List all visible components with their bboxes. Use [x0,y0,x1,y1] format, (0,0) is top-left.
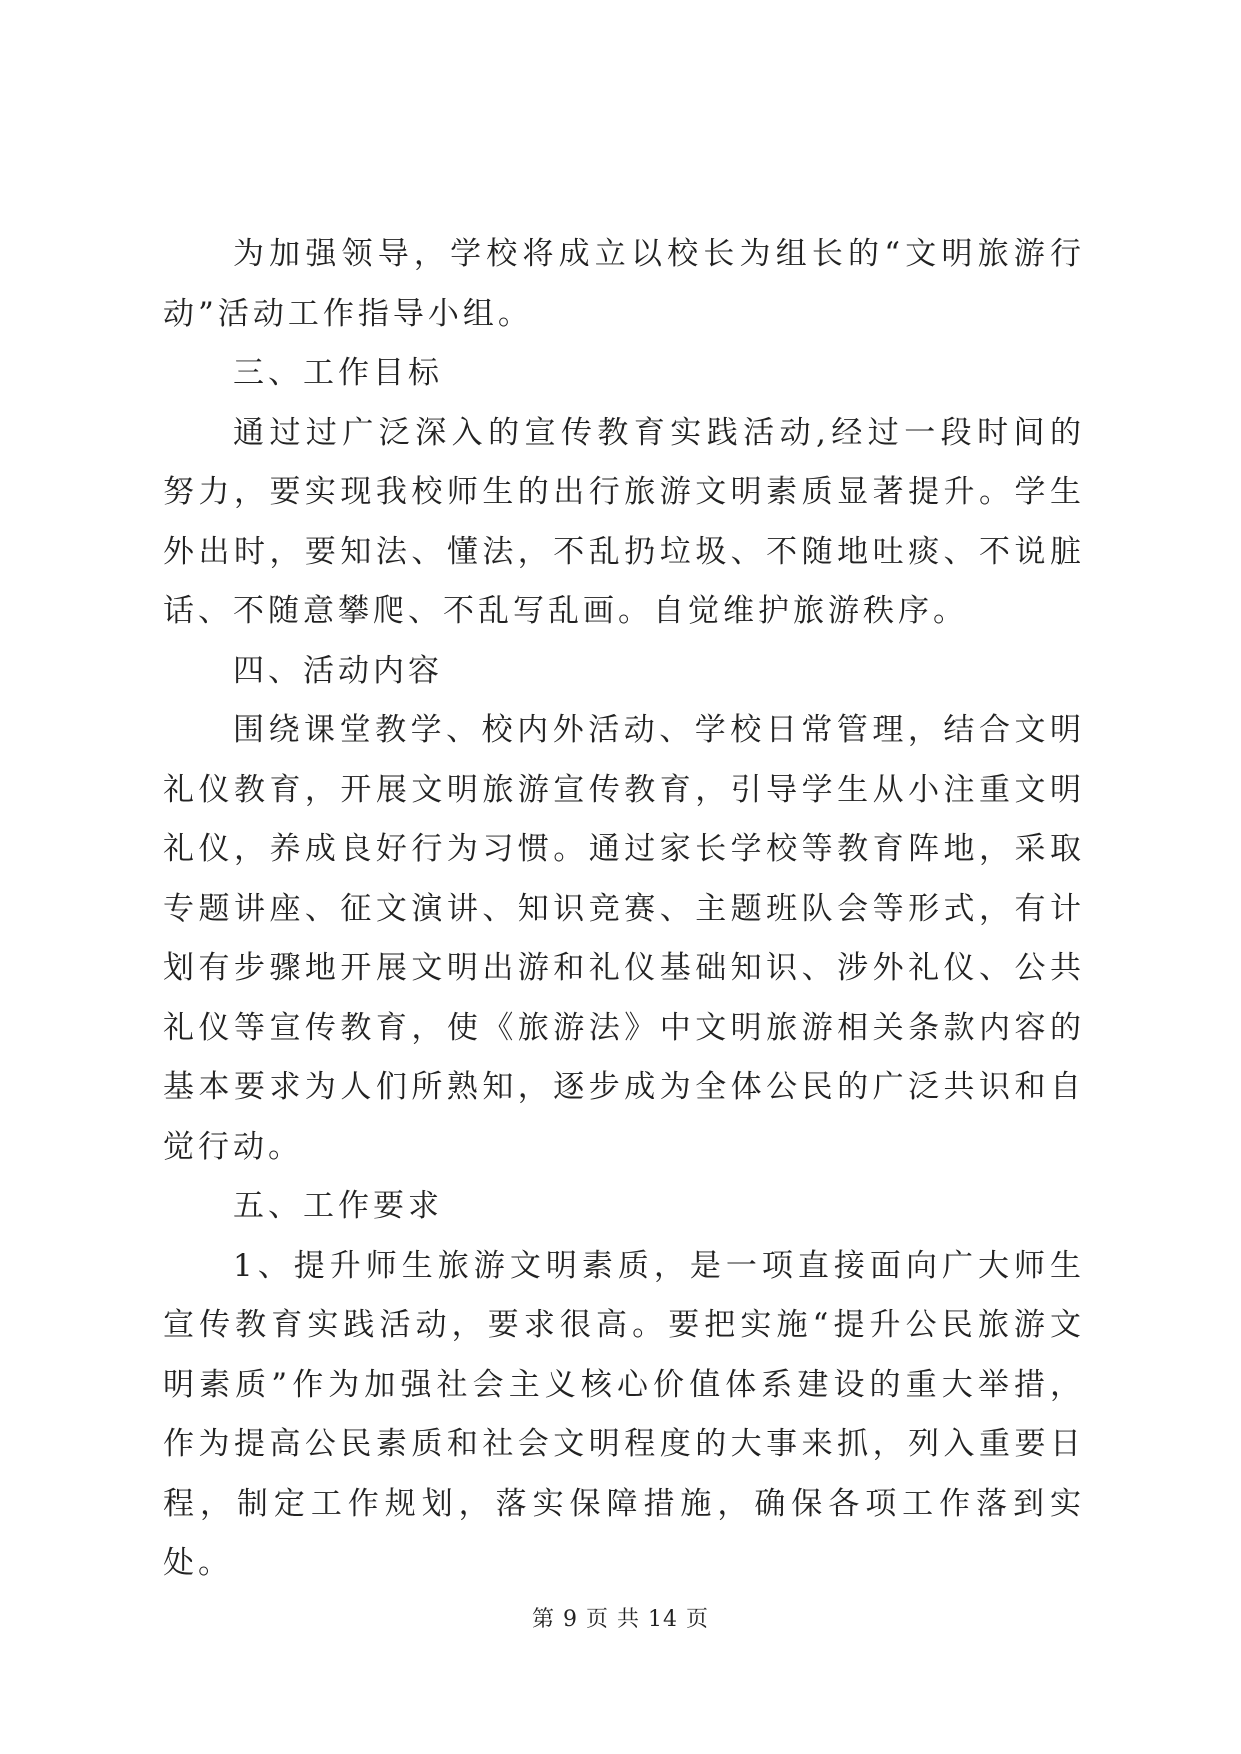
section-heading-requirements: 五、工作要求 [233,1188,443,1224]
document-body [163,225,1085,1594]
section-heading-goals: 三、工作目标 [233,355,443,391]
paragraph-leadership: 为加强领导，学校将成立以校长为组长的“文明旅游行动”活动工作指导小组。 [163,236,1085,332]
paragraph-content: 围绕课堂教学、校内外活动、学校日常管理，结合文明礼仪教育，开展文明旅游宣传教育，引导学生从小注重文明礼仪，养成良好行为习惯。通过家长学校等教育阵地，采取专题讲座、征文演讲、知识竞赛、主题班队会等形式，有计划有步骤地开展文明出游和礼仪基础知识、涉外礼仪、公共礼仪等宣传教育，使《旅游法》中文明旅游相关条款内容的基本要求为人们所熟知，逐步成为全体公民的广泛共识和自觉行动。 [163,712,1085,1165]
section-heading-content: 四、活动内容 [233,652,443,689]
paragraph-goals: 通过过广泛深入的宣传教育实践活动,经过一段时间的努力，要实现我校师生的出行旅游文明素质显著提升。学生外出时，要知法、懂法，不乱扔垃圾、不随地吐痰、不说脏话、不随意攀爬、不乱写乱画。自觉维护旅游秩序。 [163,414,1085,629]
paragraph-requirement-1: 1、提升师生旅游文明素质，是一项直接面向广大师生宣传教育实践活动，要求很高。要把实施“提升公民旅游文明素质”作为加强社会主义核心价值体系建设的重大举措，作为提高公民素质和社会文明程度的大事来抓，列入重要日程，制定工作规划，落实保障措施，确保各项工作落到实处。 [163,1247,1085,1581]
page-number-footer: 第 9 页 共 14 页 [532,1607,709,1632]
